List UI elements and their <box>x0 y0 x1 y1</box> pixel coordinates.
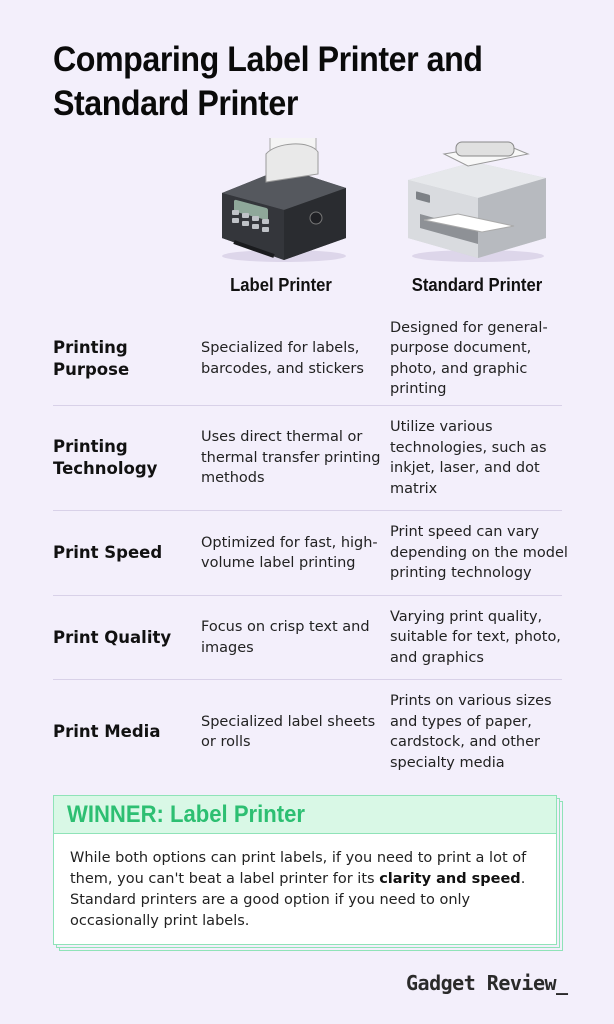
winner-text <box>54 834 556 932</box>
standard-printer-cell: Prints on various sizes and types of paper, cardstock, and other specialty media <box>390 693 552 771</box>
row-label: Print Media <box>53 722 161 741</box>
row-label: Print Quality <box>53 627 172 647</box>
standard-printer-cell: Print speed can vary depending on the model printing technology <box>390 524 568 582</box>
standard-printer-cell: Designed for general-purpose document, photo, and graphic printing <box>390 319 548 397</box>
column-header-label-printer: Label Printer <box>230 274 332 295</box>
column-header-standard-printer: Standard Printer <box>411 274 543 295</box>
comparison-row <box>53 312 562 406</box>
label-printer-cell: Optimized for fast, high-volume label printing <box>201 534 378 571</box>
winner-text-end: . Standard printers are a good option if you need to only occasionally print labels. <box>70 871 526 929</box>
standard-printer-cell: Varying print quality, suitable for text, photo, and graphics <box>390 608 561 666</box>
comparison-row <box>53 596 562 680</box>
label-printer-cell: Focus on crisp text and images <box>201 619 370 656</box>
winner-text-start: While both options can print labels, if you need to print a lot of them, you can't beat a label printer for its <box>70 850 527 887</box>
standard-printer-cell: Utilize various technologies, such as inkjet, laser, and dot matrix <box>390 419 547 497</box>
row-label: Printing Technology <box>53 437 158 478</box>
row-label: Printing Purpose <box>53 337 130 379</box>
brand-logo: Gadget Review_ <box>406 971 568 995</box>
label-printer-cell: Specialized label sheets or rolls <box>201 713 376 750</box>
label-printer-cell: Specialized for labels, barcodes, and stickers <box>201 340 364 377</box>
comparison-row <box>53 680 562 784</box>
standard-printer-image <box>404 140 550 262</box>
comparison-row <box>53 511 568 596</box>
label-printer-image <box>214 138 352 263</box>
row-label: Print Speed <box>53 543 163 562</box>
label-printer-cell: Uses direct thermal or thermal transfer printing methods <box>201 429 381 487</box>
winner-header <box>54 796 556 834</box>
comparison-row <box>53 406 562 511</box>
winner-card <box>53 795 557 945</box>
page-title: Comparing Label Printer and Standard Printer <box>53 40 483 123</box>
winner-title: WINNER: Label Printer <box>67 800 306 828</box>
winner-text-bold: clarity and speed <box>379 871 521 887</box>
